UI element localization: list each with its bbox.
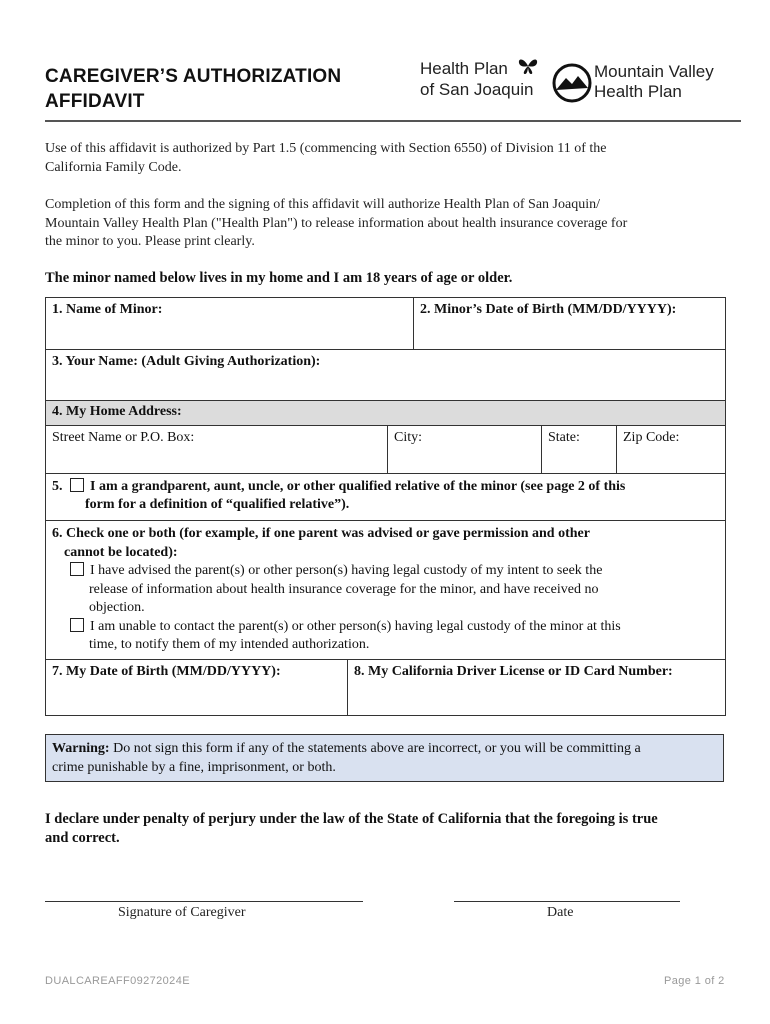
option-1-line-2: release of information about health insurance coverage for the minor, and have received no <box>89 581 599 597</box>
perjury-declaration <box>45 810 735 848</box>
warning-text-1: Do not sign this form if any of the statements above are incorrect, or you will be committing a <box>109 741 641 756</box>
residence-statement: The minor named below lives in my home and I am 18 years of age or older. <box>45 270 513 286</box>
health-plan-sj-logo <box>420 58 533 100</box>
minor-dob-label: 2. Minor’s Date of Birth (MM/DD/YYYY): <box>420 302 677 317</box>
city-field[interactable] <box>387 426 541 473</box>
check-one-or-both-row <box>46 521 725 659</box>
intro-paragraph-1 <box>45 140 735 177</box>
zip-field[interactable] <box>616 426 725 473</box>
option-1-line-3: objection. <box>89 600 145 615</box>
form-code: DUALCAREAFF09272024E <box>45 975 190 987</box>
qualified-relative-checkbox[interactable] <box>70 478 84 492</box>
page-title <box>45 64 341 114</box>
mountain-icon <box>552 62 592 104</box>
field-6-line-2: cannot be located): <box>64 544 178 560</box>
minor-dob-field[interactable] <box>413 298 725 349</box>
intro-p1-line-2: California Family Code. <box>45 159 182 175</box>
intro-p2-line-3: the minor to you. Please print clearly. <box>45 234 255 249</box>
declaration-line-2: and correct. <box>45 830 120 846</box>
your-name-field[interactable] <box>46 350 725 400</box>
signature-label: Signature of Caregiver <box>118 905 246 920</box>
logo2-line-1: Mountain Valley <box>594 62 714 81</box>
field-5-number: 5. <box>52 479 63 494</box>
title-line-1: CAREGIVER’S AUTHORIZATION <box>45 66 342 87</box>
page-number: Page 1 of 2 <box>664 975 725 987</box>
state-label: State: <box>548 430 580 445</box>
butterfly-icon <box>516 56 540 76</box>
field-6-line-1: 6. Check one or both (for example, if one parent was advised or gave permission and other <box>52 526 590 541</box>
date-line[interactable] <box>454 901 680 902</box>
caregiver-dob-field[interactable] <box>46 660 347 715</box>
warning-text-2: crime punishable by a fine, imprisonment, or both. <box>52 760 336 775</box>
city-label: City: <box>394 430 423 445</box>
license-id-label: 8. My California Driver License or ID Card Number: <box>354 664 673 679</box>
intro-p2-line-2: Mountain Valley Health Plan ("Health Plan") to release information about health insurance coverage for <box>45 215 628 231</box>
qualified-relative-row <box>46 474 725 520</box>
zip-label: Zip Code: <box>623 430 680 445</box>
advised-parent-checkbox[interactable] <box>70 562 84 576</box>
minor-name-label: 1. Name of Minor: <box>52 302 163 317</box>
caregiver-dob-label: 7. My Date of Birth (MM/DD/YYYY): <box>52 664 281 679</box>
title-line-2: AFFIDAVIT <box>45 91 145 112</box>
signature-line[interactable] <box>45 901 363 902</box>
state-field[interactable] <box>541 426 616 473</box>
street-field[interactable] <box>46 426 387 473</box>
declaration-line-1: I declare under penalty of perjury under the law of the State of California that the foregoing is true <box>45 811 658 827</box>
home-address-label: 4. My Home Address: <box>52 404 182 419</box>
minor-name-field[interactable] <box>46 298 413 349</box>
option-1-line-1: I have advised the parent(s) or other person(s) having legal custody of my intent to seek the <box>90 563 603 578</box>
logo2-line-2: Health Plan <box>594 82 682 101</box>
license-id-field[interactable] <box>347 660 725 715</box>
field-5-line-2: form for a definition of “qualified relative”). <box>85 497 350 512</box>
option-2-line-2: time, to notify them of my intended authorization. <box>89 637 370 652</box>
intro-p2-line-1: Completion of this form and the signing of this affidavit will authorize Health Plan of San Joaquin/ <box>45 197 600 212</box>
header-divider <box>45 120 741 122</box>
affidavit-form <box>45 297 726 716</box>
logo1-line-1: Health Plan <box>420 59 508 78</box>
logo1-line-2: of San Joaquin <box>420 80 534 99</box>
warning-label: Warning: <box>52 741 110 756</box>
unable-to-contact-checkbox[interactable] <box>70 618 84 632</box>
field-5-line-1: I am a grandparent, aunt, uncle, or other qualified relative of the minor (see page 2 of this <box>90 479 626 494</box>
warning-box <box>45 734 724 782</box>
date-label: Date <box>547 905 574 920</box>
street-label: Street Name or P.O. Box: <box>52 430 195 445</box>
intro-p1-line-1: Use of this affidavit is authorized by Part 1.5 (commencing with Section 6550) of Division 11 of the <box>45 141 607 156</box>
intro-paragraph-2 <box>45 196 735 252</box>
option-2-line-1: I am unable to contact the parent(s) or other person(s) having legal custody of the minor at this <box>90 618 621 634</box>
your-name-label: 3. Your Name: (Adult Giving Authorization): <box>52 354 321 369</box>
address-header-row <box>46 401 725 426</box>
